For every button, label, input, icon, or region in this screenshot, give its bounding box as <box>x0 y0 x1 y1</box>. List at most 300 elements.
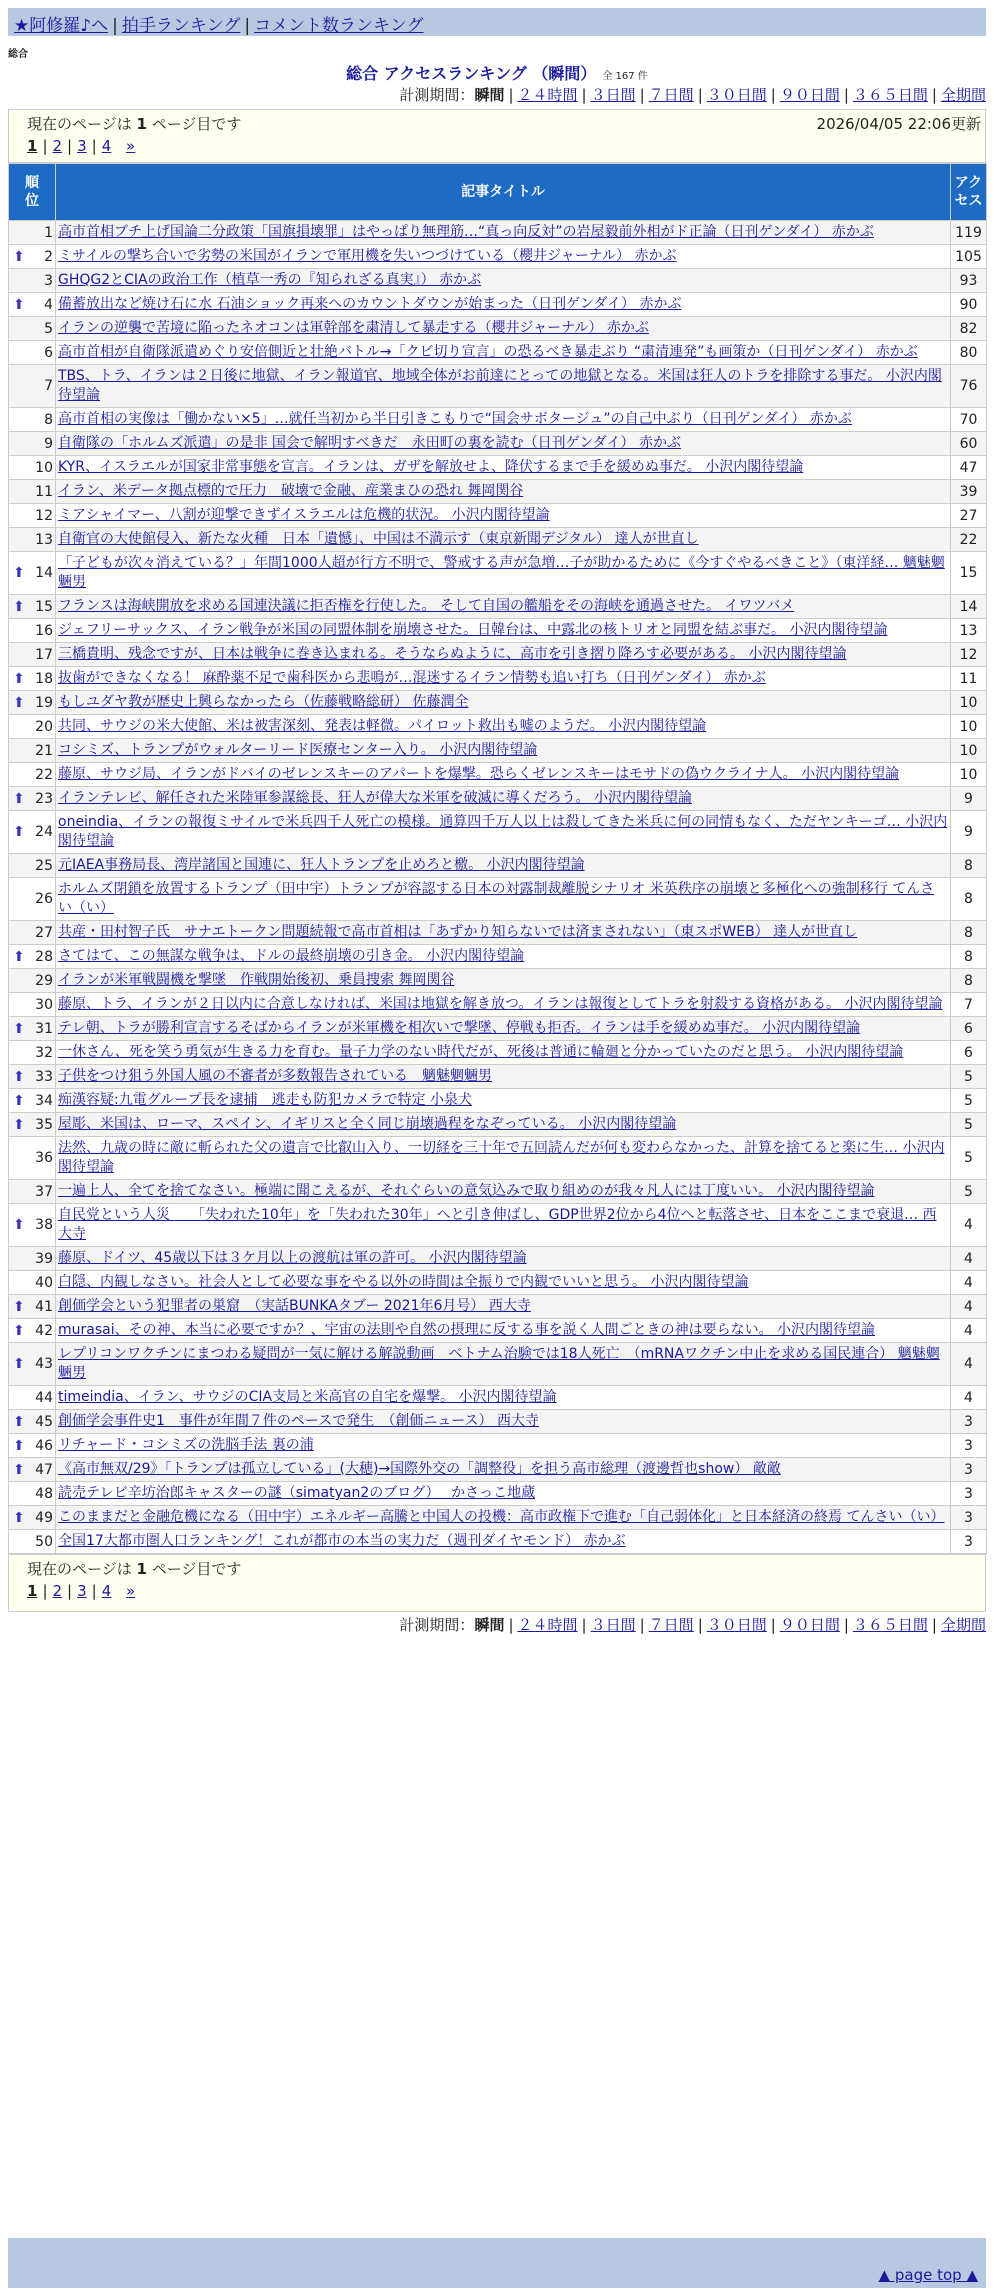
article-link[interactable]: KYR、イスラエルが国家非常事態を宣言。イランは、ガザを解放せよ、降伏するまで手を緩めぬ事だ。 小沢内閣待望論 <box>58 459 804 475</box>
article-link[interactable]: イランの逆襲で苦境に陥ったネオコンは軍幹部を粛清して暴走する（櫻井ジャーナル） 赤かぶ <box>58 320 649 336</box>
rank-cell <box>9 763 56 787</box>
table-row <box>9 1530 987 1554</box>
pager-link-4[interactable]: 4 <box>101 1582 112 1600</box>
article-link[interactable]: GHQG2とCIAの政治工作（植草一秀の『知られざる真実』） 赤かぶ <box>58 272 482 288</box>
article-link[interactable]: ホルムズ閉鎖を放置するトランプ（田中宇）トランプが容認する日本の対露制裁離脱シナリオ 米英秩序の崩壊と多極化への強制移行 てんさい（い） <box>58 881 935 916</box>
access-count: 3 <box>951 1410 987 1434</box>
period-link-3d[interactable]: ３日間 <box>590 86 636 104</box>
article-link[interactable]: 高市首相ブチ上げ国論二分政策「国旗損壊罪」はやっぱり無理筋…“真っ向反対”の岩屋毅前外相がド正論（日刊ゲンダイ） 赤かぶ <box>58 224 874 240</box>
table-row <box>9 365 987 408</box>
section-label: 総合 <box>8 49 28 60</box>
article-link[interactable]: ジェフリーサックス、イラン戦争が米国の同盟体制を崩壊させた。日韓台は、中露北の核トリオと同盟を結ぶ事だ。 小沢内閣待望論 <box>58 622 888 638</box>
title-cell <box>56 1137 951 1180</box>
rank-number: 5 <box>44 320 53 337</box>
rank-cell <box>9 1017 56 1041</box>
access-count: 15 <box>951 552 987 595</box>
access-count: 4 <box>951 1386 987 1410</box>
access-count: 10 <box>951 763 987 787</box>
title-cell <box>56 1247 951 1271</box>
table-row <box>9 1204 987 1247</box>
access-count: 90 <box>951 293 987 317</box>
pager-link-3[interactable]: 3 <box>77 137 87 155</box>
rank-cell <box>9 945 56 969</box>
article-link[interactable]: イランテレビ、解任された米陸軍参謀総長、狂人が偉大な米軍を破滅に導くだろう。 小沢内閣待望論 <box>58 790 693 806</box>
title-cell <box>56 763 951 787</box>
table-row <box>9 245 987 269</box>
table-row <box>9 1319 987 1343</box>
rank-number: 26 <box>35 891 53 907</box>
rank-number: 50 <box>35 1533 53 1550</box>
table-row <box>9 595 987 619</box>
rank-cell <box>9 1506 56 1530</box>
title-cell <box>56 365 951 408</box>
article-link[interactable]: このままだと金融危機になる（田中宇）エネルギー高騰と中国人の投機：高市政権下で進む「自己弱体化」と日本経済の終焉 てんさい（い） <box>58 1509 945 1525</box>
article-link[interactable]: timeindia、イラン、サウジのCIA支局と米高官の自宅を爆撃。 小沢内閣待望論 <box>58 1389 557 1405</box>
table-row <box>9 432 987 456</box>
access-count: 93 <box>951 269 987 293</box>
article-link[interactable]: 備蓄放出など焼け石に水 石油ショック再来へのカウントダウンが始まった（日刊ゲンダイ） 赤かぶ <box>58 296 682 312</box>
rank-cell <box>9 969 56 993</box>
rank-cell <box>9 1458 56 1482</box>
rank-cell <box>9 1434 56 1458</box>
access-count: 105 <box>951 245 987 269</box>
pager-link-4[interactable]: 4 <box>101 137 112 155</box>
article-link[interactable]: 藤原、トラ、イランが２日以内に合意しなければ、米国は地獄を解き放つ。イランは報復としてトラを射殺する資格がある。 小沢内閣待望論 <box>58 996 943 1012</box>
access-count: 3 <box>951 1506 987 1530</box>
col-count-header: アクセス <box>951 164 987 221</box>
rank-cell <box>9 854 56 878</box>
article-link[interactable]: 高市首相の実像は「働かない×5」…就任当初から半日引きこもりで“国会サボタージュ”の自己中ぶり（日刊ゲンダイ） 赤かぶ <box>58 411 852 427</box>
access-count: 6 <box>951 1041 987 1065</box>
rank-cell <box>9 1319 56 1343</box>
article-link[interactable]: 高市首相が自衛隊派遣めぐり安倍側近と壮絶バトル→「クビ切り宣言」の恐るべき暴走ぶり “粛清連発”も画策か（日刊ゲンダイ） 赤かぶ <box>58 344 918 360</box>
article-link[interactable]: 元IAEA事務局長、湾岸諸国と国連に、狂人トランプを止めろと檄。 小沢内閣待望論 <box>58 857 585 873</box>
rank-cell <box>9 245 56 269</box>
rank-cell <box>9 1247 56 1271</box>
access-count: 6 <box>951 1017 987 1041</box>
access-count: 27 <box>951 504 987 528</box>
rank-cell <box>9 456 56 480</box>
period-link-all[interactable]: 全期間 <box>940 1616 986 1634</box>
title-cell <box>56 1434 951 1458</box>
table-row <box>9 1458 987 1482</box>
access-count: 8 <box>951 854 987 878</box>
title-cell <box>56 552 951 595</box>
rank-number: 2 <box>44 248 53 265</box>
article-link[interactable]: TBS、トラ、イランは２日後に地獄、イラン報道官、地域全体がお前達にとっての地獄となる。米国は狂人のトラを排除する事だ。 小沢内閣待望論 <box>58 368 942 403</box>
title-cell <box>56 1458 951 1482</box>
rank-cell <box>9 365 56 408</box>
article-link[interactable]: 創価学会という犯罪者の巣窟 （実話BUNKAタブー 2021年6月号） 西大寺 <box>58 1298 531 1314</box>
article-link[interactable]: 共同、サウジの米大使館、米は被害深刻、発表は軽微。パイロット救出も嘘のようだ。 小沢内閣待望論 <box>58 718 707 734</box>
article-link[interactable]: 一休さん、死を笑う勇気が生きる力を育む。量子力学のない時代だが、死後は普通に輪廻と分かっていたのだと思う。 小沢内閣待望論 <box>58 1044 904 1060</box>
rank-number: 10 <box>35 459 53 476</box>
rank-number: 39 <box>35 1250 53 1267</box>
page-top-link[interactable]: ▲ page top ▲ <box>878 2266 978 2284</box>
rank-number: 48 <box>35 1485 53 1502</box>
up-arrow-icon: ⬆ <box>13 1509 25 1526</box>
rank-number: 28 <box>35 948 53 965</box>
up-arrow-icon: ⬆ <box>13 1020 25 1037</box>
table-row <box>9 619 987 643</box>
table-row <box>9 1386 987 1410</box>
pager-next[interactable]: » <box>126 137 136 155</box>
comment-ranking-link[interactable]: コメント数ランキング <box>254 16 424 36</box>
period-link-90d[interactable]: ９０日間 <box>779 1616 840 1634</box>
period-label: 計測期間： <box>399 1616 475 1634</box>
rank-cell <box>9 667 56 691</box>
access-count: 39 <box>951 480 987 504</box>
period-link-all[interactable]: 全期間 <box>940 86 986 104</box>
article-link[interactable]: 抜歯ができなくなる！ 麻酔薬不足で歯科医から悲鳴が…混迷するイラン情勢も追い打ち（日刊ゲンダイ） 赤かぶ <box>58 670 766 686</box>
table-row <box>9 1482 987 1506</box>
table-row <box>9 739 987 763</box>
title-cell <box>56 1319 951 1343</box>
rank-cell <box>9 317 56 341</box>
access-count: 8 <box>951 921 987 945</box>
pager-next[interactable]: » <box>126 1582 136 1600</box>
title-cell <box>56 341 951 365</box>
up-arrow-icon: ⬆ <box>13 1298 25 1315</box>
up-arrow-icon: ⬆ <box>13 296 25 313</box>
rank-cell <box>9 1041 56 1065</box>
access-count: 11 <box>951 667 987 691</box>
rank-number: 44 <box>35 1389 53 1406</box>
rank-cell <box>9 811 56 854</box>
title-cell <box>56 528 951 552</box>
rank-number: 41 <box>35 1298 53 1315</box>
rank-cell <box>9 739 56 763</box>
article-link[interactable]: 共産・田村智子氏 サナエトークン問題続報で高市首相は「あずかり知らないでは済まされない」（東スポWEB） 達人が世直し <box>58 924 858 940</box>
pager-link-2[interactable]: 2 <box>52 1582 63 1600</box>
up-arrow-icon: ⬆ <box>13 1437 25 1454</box>
rank-number: 34 <box>35 1092 53 1109</box>
title-cell <box>56 480 951 504</box>
title-cell <box>56 945 951 969</box>
access-count: 70 <box>951 408 987 432</box>
title-cell <box>56 245 951 269</box>
table-row <box>9 1113 987 1137</box>
rank-number: 4 <box>44 296 53 313</box>
article-link[interactable]: テレ朝、トラが勝利宣言するそばからイランが米軍機を相次いで撃墜、停戦も拒否。イランは手を緩めぬ事だ。 小沢内閣待望論 <box>58 1020 861 1036</box>
rank-number: 17 <box>35 646 53 663</box>
article-link[interactable]: イラン、米データ拠点標的で圧力 破壊で金融、産業まひの恐れ 舞岡関谷 <box>58 483 524 499</box>
title-cell <box>56 504 951 528</box>
rank-cell <box>9 643 56 667</box>
access-count: 119 <box>951 221 987 245</box>
article-link[interactable]: 《高市無双/29》「トランプは孤立している」(大穂)→国際外交の「調整役」を担う高市総理（渡邊哲也show） 敵敵 <box>58 1461 781 1477</box>
access-count: 12 <box>951 643 987 667</box>
table-row <box>9 1180 987 1204</box>
rank-number: 13 <box>35 531 53 548</box>
article-link[interactable]: 三橋貴明、残念ですが、日本は戦争に巻き込まれる。そうならぬように、高市を引き摺り降ろす必要がある。 小沢内閣待望論 <box>58 646 847 662</box>
table-row <box>9 787 987 811</box>
rank-number: 8 <box>44 411 53 428</box>
title-cell <box>56 715 951 739</box>
rank-number: 19 <box>35 694 53 711</box>
period-label: 計測期間： <box>399 86 475 104</box>
col-rank-header: 順位 <box>9 164 56 221</box>
rank-cell <box>9 1113 56 1137</box>
title-cell <box>56 1065 951 1089</box>
pager-link-3[interactable]: 3 <box>77 1582 87 1600</box>
table-row <box>9 341 987 365</box>
article-link[interactable]: 自民党という人災 「失われた10年」を「失われた30年」へと引き伸ばし、GDP世界2位から4位へと転落させ、日本をここまで衰退… 西大寺 <box>58 1207 937 1242</box>
table-row <box>9 528 987 552</box>
rank-number: 21 <box>35 742 53 759</box>
article-link[interactable]: さてはて、この無謀な戦争は、ドルの最終崩壊の引き金。 小沢内閣待望論 <box>58 948 525 964</box>
rank-cell <box>9 480 56 504</box>
rank-number: 14 <box>35 565 53 581</box>
rank-number: 22 <box>35 766 53 783</box>
access-count: 22 <box>951 528 987 552</box>
access-count: 5 <box>951 1113 987 1137</box>
title-cell <box>56 432 951 456</box>
title-cell <box>56 811 951 854</box>
rank-cell <box>9 1089 56 1113</box>
rank-number: 7 <box>44 378 53 394</box>
rank-cell <box>9 878 56 921</box>
pager-bottom: 1 | 2 | 3 | 4 » <box>27 1582 136 1600</box>
rank-number: 16 <box>35 622 53 639</box>
rank-cell <box>9 408 56 432</box>
status-box-top <box>8 109 986 163</box>
table-row <box>9 1065 987 1089</box>
rank-cell <box>9 921 56 945</box>
clap-ranking-link[interactable]: 拍手ランキング <box>121 16 241 36</box>
rank-number: 3 <box>44 272 53 289</box>
table-row <box>9 504 987 528</box>
rank-number: 49 <box>35 1509 53 1526</box>
article-link[interactable]: 屋彫、米国は、ローマ、スペイン、イギリスと全く同じ崩壊過程をなぞっている。 小沢内閣待望論 <box>58 1116 677 1132</box>
title-cell <box>56 1113 951 1137</box>
article-link[interactable]: リチャード・コシミズの洗脳手法 裏の浦 <box>58 1437 314 1453</box>
rank-number: 37 <box>35 1183 53 1200</box>
title-cell <box>56 1017 951 1041</box>
rank-number: 18 <box>35 670 53 687</box>
rank-cell <box>9 1065 56 1089</box>
rank-cell <box>9 1137 56 1180</box>
title-cell <box>56 1089 951 1113</box>
table-row <box>9 1410 987 1434</box>
article-link[interactable]: oneindia、イランの報復ミサイルで米兵四千人死亡の模様。通算四千万人以上は殺してきた米兵に何の同情もなく、ただヤンキーゴ… 小沢内閣待望論 <box>58 814 948 849</box>
table-row <box>9 1295 987 1319</box>
title-cell <box>56 878 951 921</box>
rank-number: 12 <box>35 507 53 524</box>
access-count: 4 <box>951 1204 987 1247</box>
rank-cell <box>9 691 56 715</box>
rank-cell <box>9 1482 56 1506</box>
article-link[interactable]: 創価学会事件史1 事件が年間７件のペースで発生 （創価ニュース） 西大寺 <box>58 1413 539 1429</box>
access-count: 82 <box>951 317 987 341</box>
article-link[interactable]: 痴漢容疑:九電グループ長を逮捕 逃走も防犯カメラで特定 小泉犬 <box>58 1092 473 1108</box>
rank-cell <box>9 1204 56 1247</box>
table-row <box>9 854 987 878</box>
access-count: 4 <box>951 1295 987 1319</box>
period-nav-bottom: 計測期間：瞬間 | ２４時間 | ３日間 | ７日間 | ３０日間 | ９０日間 | ３６５日間 | 全期間 <box>399 1616 986 1634</box>
title-cell <box>56 456 951 480</box>
up-arrow-icon: ⬆ <box>13 1092 25 1109</box>
title-cell <box>56 595 951 619</box>
table-row <box>9 667 987 691</box>
rank-cell <box>9 552 56 595</box>
rank-number: 30 <box>35 996 53 1013</box>
rank-number: 27 <box>35 924 53 941</box>
rank-cell <box>9 269 56 293</box>
bottom-bar <box>8 2238 986 2288</box>
period-link-3d[interactable]: ３日間 <box>590 1616 636 1634</box>
article-link[interactable]: もしユダヤ教が歴史上興らなかったら（佐藤戦略総研） 佐藤潤全 <box>58 694 469 710</box>
title-cell <box>56 854 951 878</box>
rank-number: 40 <box>35 1274 53 1291</box>
title-cell <box>56 1041 951 1065</box>
title-cell <box>56 739 951 763</box>
article-link[interactable]: 自衛隊の「ホルムズ派遣」の是非 国会で解明すべきだ 永田町の裏を読む（日刊ゲンダイ） 赤かぶ <box>58 435 681 451</box>
period-link-30d[interactable]: ３０日間 <box>706 1616 767 1634</box>
up-arrow-icon: ⬆ <box>13 670 25 687</box>
separator: | <box>244 16 251 36</box>
table-row <box>9 921 987 945</box>
up-arrow-icon: ⬆ <box>13 598 25 615</box>
rank-cell <box>9 221 56 245</box>
period-link-7d[interactable]: ７日間 <box>648 86 694 104</box>
rank-number: 33 <box>35 1068 53 1085</box>
table-row <box>9 945 987 969</box>
access-count: 13 <box>951 619 987 643</box>
table-row <box>9 691 987 715</box>
article-link[interactable]: 全国17大都市圏人口ランキング！これが都市の本当の実力だ（週刊ダイヤモンド） 赤かぶ <box>58 1533 626 1549</box>
up-arrow-icon: ⬆ <box>13 1068 25 1085</box>
up-arrow-icon: ⬆ <box>13 1356 25 1372</box>
article-link[interactable]: 子供をつけ狙う外国人風の不審者が多数報告されている 魑魅魍魎男 <box>58 1068 492 1084</box>
article-link[interactable]: murasai、その神、本当に必要ですか？、宇宙の法則や自然の摂理に反する事を説く人間ごときの神は要らない。 小沢内閣待望論 <box>58 1322 876 1338</box>
table-row <box>9 293 987 317</box>
access-count: 8 <box>951 945 987 969</box>
article-link[interactable]: 藤原、ドイツ、45歳以下は３ケ月以上の渡航は軍の許可。 小沢内閣待望論 <box>58 1250 527 1266</box>
top-nav-bar <box>8 8 986 36</box>
article-link[interactable]: 一遍上人、全てを捨てなさい。極端に聞こえるが、それぐらいの意気込みで取り組めのが我々凡人には丁度いい。 小沢内閣待望論 <box>58 1183 875 1199</box>
access-count: 7 <box>951 993 987 1017</box>
title-cell <box>56 293 951 317</box>
period-link-30d[interactable]: ３０日間 <box>706 86 767 104</box>
article-link[interactable]: 藤原、サウジ局、イランがドバイのゼレンスキーのアパートを爆撃。恐らくゼレンスキーはモサドの偽ウクライナ人。 小沢内閣待望論 <box>58 766 900 782</box>
table-row <box>9 1343 987 1386</box>
rank-cell <box>9 528 56 552</box>
access-count: 4 <box>951 1343 987 1386</box>
rank-cell <box>9 619 56 643</box>
access-count: 3 <box>951 1530 987 1554</box>
rank-number: 23 <box>35 790 53 807</box>
rank-number: 43 <box>35 1356 53 1372</box>
up-arrow-icon: ⬆ <box>13 1217 25 1233</box>
rank-number: 42 <box>35 1322 53 1339</box>
title-cell <box>56 619 951 643</box>
access-count: 10 <box>951 739 987 763</box>
article-link[interactable]: 法然、九歳の時に敵に斬られた父の遺言で比叡山入り、一切経を三十年で五回読んだが何も変わらなかった、計算を捨てると楽に生… 小沢内閣待望論 <box>58 1140 945 1175</box>
period-link-24h[interactable]: ２４時間 <box>517 86 578 104</box>
article-link[interactable]: 白隠、内観しなさい。社会人として必要な事をやる以外の時間は全振りで内観でいいと思う。 小沢内閣待望論 <box>58 1274 749 1290</box>
title-cell <box>56 1271 951 1295</box>
up-arrow-icon: ⬆ <box>13 790 25 807</box>
total-count: 全 167 件 <box>602 71 648 82</box>
article-link[interactable]: ミサイルの撃ち合いで劣勢の米国がイランで軍用機を失いつづけている（櫻井ジャーナル） 赤かぶ <box>58 248 677 264</box>
period-link-365d[interactable]: ３６５日間 <box>852 86 928 104</box>
rank-number: 45 <box>35 1413 53 1430</box>
period-link-24h[interactable]: ２４時間 <box>517 1616 578 1634</box>
rank-cell <box>9 432 56 456</box>
access-count: 9 <box>951 787 987 811</box>
title-cell <box>56 1410 951 1434</box>
table-row <box>9 317 987 341</box>
table-row <box>9 221 987 245</box>
article-link[interactable]: 「子どもが次々消えている？」年間1000人超が行方不明で、警戒する声が急増…子が助かるために《今すぐやるべきこと》（東洋経… 魑魅魍魎男 <box>58 555 945 590</box>
title-cell <box>56 787 951 811</box>
period-current: 瞬間 <box>474 86 505 104</box>
article-link[interactable]: コシミズ、トランプがウォルターリード医療センター入り。 小沢内閣待望論 <box>58 742 538 758</box>
access-count: 3 <box>951 1482 987 1506</box>
up-arrow-icon: ⬆ <box>13 948 25 965</box>
up-arrow-icon: ⬆ <box>13 824 25 840</box>
article-link[interactable]: 読売テレビ辛坊治郎キャスターの謎（simatyan2のブログ） かさっこ地蔵 <box>58 1485 536 1501</box>
table-row <box>9 1434 987 1458</box>
table-header-row <box>9 164 987 221</box>
home-link[interactable]: ★阿修羅♪へ <box>14 16 109 36</box>
rank-cell <box>9 1386 56 1410</box>
article-link[interactable]: レプリコンワクチンにまつわる疑問が一気に解ける解説動画 ベトナム治験では18人死亡 （mRNAワクチン中止を求める国民連合） 魑魅魍魎男 <box>58 1346 940 1381</box>
period-link-90d[interactable]: ９０日間 <box>779 86 840 104</box>
up-arrow-icon: ⬆ <box>13 1413 25 1430</box>
pager-link-2[interactable]: 2 <box>52 137 63 155</box>
article-link[interactable]: 自衛官の大使館侵入、新たな火種 日本「遺憾」、中国は不満示す（東京新聞デジタル） 達人が世直し <box>58 531 699 547</box>
access-count: 47 <box>951 456 987 480</box>
access-count: 10 <box>951 715 987 739</box>
rank-number: 47 <box>35 1461 53 1478</box>
rank-number: 29 <box>35 972 53 989</box>
rank-number: 1 <box>44 224 53 241</box>
access-count: 5 <box>951 1137 987 1180</box>
table-row <box>9 1137 987 1180</box>
table-row <box>9 1041 987 1065</box>
pager-current: 1 <box>27 137 38 155</box>
article-link[interactable]: イランが米軍戦闘機を撃墜 作戦開始後初、乗員捜索 舞岡関谷 <box>58 972 455 988</box>
current-page-text: 現在のページは 1 ページ目です <box>27 115 242 133</box>
access-count: 76 <box>951 365 987 408</box>
rank-cell <box>9 341 56 365</box>
title-cell <box>56 1482 951 1506</box>
pager-top: 1 | 2 | 3 | 4 » <box>27 137 136 155</box>
table-row <box>9 1506 987 1530</box>
separator: | <box>112 16 118 36</box>
article-link[interactable]: フランスは海峡開放を求める国連決議に拒否権を行使した。 そして自国の艦船をその海峡を通過させた。 イワツバメ <box>58 598 795 614</box>
title-cell <box>56 269 951 293</box>
period-nav-top: 計測期間：瞬間 | ２４時間 | ３日間 | ７日間 | ３０日間 | ９０日間 | ３６５日間 | 全期間 <box>399 86 986 104</box>
rank-cell <box>9 1410 56 1434</box>
table-row <box>9 269 987 293</box>
period-link-365d[interactable]: ３６５日間 <box>852 1616 928 1634</box>
up-arrow-icon: ⬆ <box>13 694 25 711</box>
article-link[interactable]: ミアシャイマー、八割が迎撃できずイスラエルは危機的状況。 小沢内閣待望論 <box>58 507 550 523</box>
page-title-text: 総合 アクセスランキング （瞬間） <box>346 64 597 83</box>
access-count: 4 <box>951 1319 987 1343</box>
status-box-bottom <box>8 1554 986 1612</box>
title-cell <box>56 1386 951 1410</box>
title-cell <box>56 1343 951 1386</box>
period-link-7d[interactable]: ７日間 <box>648 1616 694 1634</box>
up-arrow-icon: ⬆ <box>13 248 25 265</box>
rank-number: 20 <box>35 718 53 735</box>
rank-number: 15 <box>35 598 53 615</box>
period-current: 瞬間 <box>474 1616 505 1634</box>
